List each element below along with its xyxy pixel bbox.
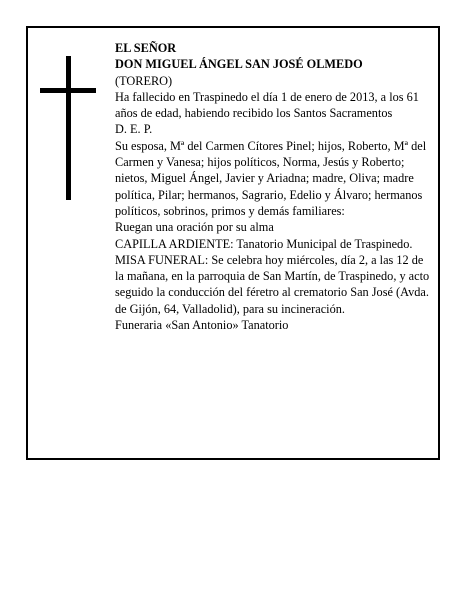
prayer-request: Ruegan una oración por su alma [115,220,274,235]
chapel-info: CAPILLA ARDIENTE: Tanatorio Municipal de Traspinedo. [115,236,413,251]
obituary-notice [26,26,440,460]
death-statement: Ha fallecido en Traspinedo el día 1 de enero de 2013, a los 61 años de edad, habiendo recibido los Santos Sacramentos [115,89,419,121]
funeral-mass-info: MISA FUNERAL: Se celebra hoy miércoles, día 2, a las 12 de la mañana, en la parroquia de San Martín, de Traspinedo, y acto seguido la conducción del féretro al crematorio San José (Avda. de Gijón, 64, Valladolid), para su incineración. [115,252,430,316]
latin-cross-icon [40,56,96,200]
family-list: Su esposa, Mª del Carmen Cítores Pinel; hijos, Roberto, Mª del Carmen y Vanesa; hijos políticos, Norma, Jesús y Roberto; nietos, Miguel Ángel, Javier y Ariadna; madre, Oliva; madre política, Pilar; hermanos, Sagrario, Edelio y Álvaro; hermanos políticos, sobrinos, primos y demás familiares: [115,138,427,218]
honorific: EL SEÑOR [115,41,177,55]
occupation: (TORERO) [115,73,173,88]
funeral-home: Funeraria «San Antonio» Tanatorio [115,318,289,333]
cross-vertical-bar [66,56,71,200]
rest-in-peace: D. E. P. [115,122,153,137]
notice-text [115,40,433,333]
deceased-name: DON MIGUEL ÁNGEL SAN JOSÉ OLMEDO [115,57,363,72]
cross-horizontal-bar [40,88,96,93]
